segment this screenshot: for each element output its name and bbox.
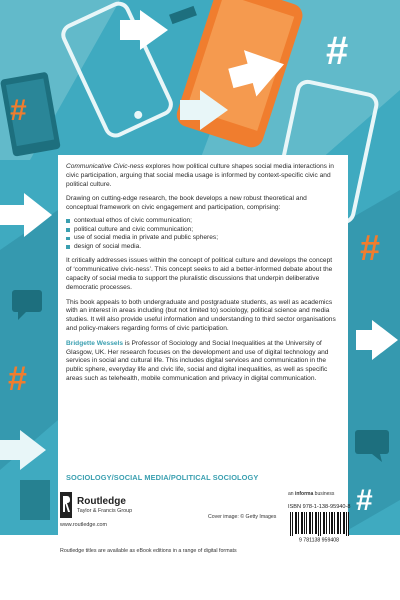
barcode-icon [286, 512, 352, 542]
bullet-icon [66, 245, 70, 249]
informa-business-label: an informa business [288, 491, 335, 497]
publisher-group: Taylor & Francis Group [77, 508, 133, 514]
hashtag-icon: # [10, 94, 27, 127]
isbn-number: ISBN 978-1-138-95940-8 [288, 504, 351, 510]
intro-paragraph: Communicative Civic-ness explores how political culture shapes social media interactions in civic participation, arguing that social media usage is informed by context-specific civic and political culture. [66, 163, 334, 188]
back-cover-text [66, 163, 336, 390]
concept-paragraph: It critically addresses issues within the concept of political culture and develops the concept of ‘communicative civic-ness’. This concept seeks to aid a better-informed debate about the capacity of social media to support the pluralistic discussions that underpin deliberative democratic processes. [66, 257, 333, 291]
hashtag-icon: # [360, 227, 381, 268]
decorative-shape [20, 480, 50, 520]
hashtag-icon: # [8, 360, 27, 398]
footer-strip [0, 535, 400, 600]
list-item: use of social media in private and public spheres; [66, 234, 336, 243]
bullet-icon [66, 219, 70, 223]
bullet-icon [66, 228, 70, 232]
subject-categories: SOCIOLOGY/SOCIAL MEDIA/POLITICAL SOCIOLOGY [66, 473, 259, 482]
ebook-availability-note: Routledge titles are available as eBook editions in a range of digital formats [60, 548, 237, 554]
book-title-italic: Communicative Civic-ness [66, 163, 144, 170]
hashtag-icon: # [356, 484, 373, 517]
publisher-name: Routledge [77, 496, 126, 507]
routledge-logo-icon [60, 492, 72, 518]
framework-paragraph: Drawing on cutting-edge research, the book develops a new robust theoretical and conceptual framework on civic engagement and participation, comprising: [66, 195, 307, 212]
author-bio: Bridgette Wessels is Professor of Sociology and Social Inequalities at the University of Glasgow, UK. Her research focuses on the development and use of digital technology and services in social and cultural life. This includes digital services and communication in the public sphere, everyday life and civic life, social and digital inequalities, as well as specific areas such as telehealth, mobile communication and privacy in digital communication. [66, 339, 329, 382]
list-item: contextual ethos of civic communication; [66, 217, 336, 226]
audience-paragraph: This book appeals to both undergraduate and postgraduate students, as well as academics with an interest in areas including (but not limited to) sociology, political science and media studies. It will also provide useful information and understanding to third sector organisations and policy-makers regarding forms of civic participation. [66, 298, 336, 332]
cover-image-credit: Cover image: © Getty Images [208, 514, 277, 520]
publisher-url[interactable]: www.routledge.com [60, 522, 108, 528]
hashtag-icon: # [326, 29, 349, 73]
list-item: design of social media. [66, 243, 336, 252]
framework-list [66, 217, 336, 251]
barcode-digits: 9 781138 959408 [298, 537, 340, 542]
bullet-icon [66, 237, 70, 241]
list-item: political culture and civic communication; [66, 226, 336, 235]
author-name: Bridgette Wessels [66, 339, 124, 347]
